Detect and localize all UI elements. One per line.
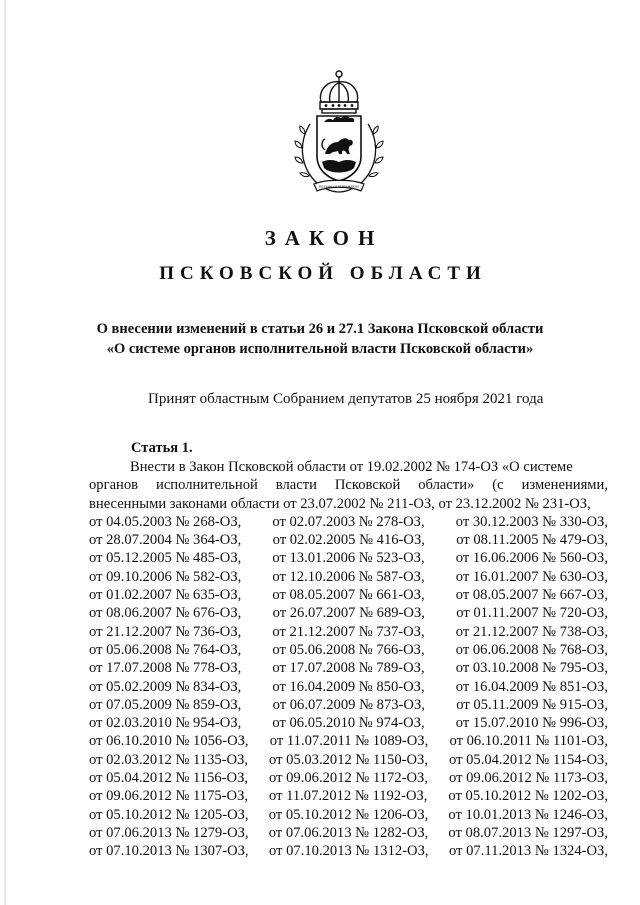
amendment-fragment: от 08.06.2007 № 676-ОЗ,	[89, 605, 242, 622]
amendment-fragment: от 05.04.2012 № 1156-ОЗ,	[89, 770, 249, 787]
law-subject	[0, 319, 640, 359]
amendment-fragment: от 05.10.2012 № 1202-ОЗ,	[448, 788, 608, 805]
amendment-fragment: от 05.10.2012 № 1206-ОЗ,	[268, 806, 429, 823]
amendment-line	[89, 732, 608, 750]
amendment-fragment: от 16.06.2006 № 560-ОЗ,	[455, 550, 608, 567]
amendment-fragment: от 09.06.2012 № 1173-ОЗ,	[448, 770, 608, 787]
amendment-line	[89, 604, 608, 622]
amendment-line	[89, 824, 608, 842]
amendment-fragment: от 01.02.2007 № 635-ОЗ,	[89, 587, 242, 604]
amendment-fragment: от 04.05.2003 № 268-ОЗ,	[89, 513, 242, 530]
amendment-fragment: от 06.10.2011 № 1101-ОЗ,	[449, 733, 608, 750]
intro-fragment: (с	[492, 477, 504, 494]
amendment-fragment: от 05.11.2009 № 915-ОЗ,	[456, 696, 608, 713]
intro-line	[89, 458, 608, 476]
amendment-fragment: от 16.04.2009 № 851-ОЗ,	[455, 678, 608, 695]
amendment-fragment: от 05.03.2012 № 1150-ОЗ,	[268, 751, 429, 768]
amendment-fragment: от 17.07.2008 № 789-ОЗ,	[272, 660, 425, 677]
amendment-line	[89, 696, 608, 714]
document-issuer: ПСКОВСКОЙ ОБЛАСТИ	[159, 263, 487, 284]
amendment-line	[89, 568, 608, 586]
amendment-fragment: от 21.12.2007 № 738-ОЗ,	[455, 623, 608, 640]
amendment-line	[89, 769, 608, 787]
article-body	[89, 458, 608, 861]
emblem-motto: ВОЗДАНО И УТВЕРЖДЕНО	[318, 184, 360, 189]
subject-line-2: «О системе органов исполнительной власти Псковской области»	[106, 341, 534, 357]
intro-fragment: изменениями,	[521, 477, 608, 494]
amendment-line	[89, 751, 608, 769]
amendment-fragment: от 16.04.2009 № 850-ОЗ,	[272, 678, 425, 695]
amendment-fragment: от 02.07.2003 № 278-ОЗ,	[272, 513, 425, 530]
amendment-fragment: от 09.06.2012 № 1172-ОЗ,	[268, 770, 429, 787]
amendment-line	[89, 659, 608, 677]
intro-fragment: Внести в Закон Псковской области от 19.02.2002 № 174-ОЗ «О системе	[130, 459, 573, 475]
amendment-fragment: от 06.06.2008 № 768-ОЗ,	[455, 641, 608, 658]
amendment-fragment: от 09.06.2012 № 1175-ОЗ,	[89, 788, 249, 805]
amendment-fragment: от 07.06.2013 № 1282-ОЗ,	[268, 824, 429, 841]
intro-line	[89, 476, 608, 494]
amendment-line	[89, 678, 608, 696]
amendment-fragment: от 12.10.2006 № 587-ОЗ,	[272, 568, 425, 585]
amendment-fragment: от 05.04.2012 № 1154-ОЗ,	[448, 751, 608, 768]
amendment-fragment: от 11.07.2012 № 1192-ОЗ,	[268, 788, 428, 805]
article-heading: Статья 1.	[131, 440, 193, 456]
amendment-line	[89, 586, 608, 604]
amendment-fragment: от 09.10.2006 № 582-ОЗ,	[89, 568, 242, 585]
amendment-fragment: от 21.12.2007 № 737-ОЗ,	[272, 623, 425, 640]
amendment-fragment: от 26.07.2007 № 689-ОЗ,	[272, 605, 425, 622]
amendment-fragment: от 05.10.2012 № 1205-ОЗ,	[89, 806, 249, 823]
amendment-fragment: от 28.07.2004 № 364-ОЗ,	[89, 532, 242, 549]
intro-fragment: исполнительной	[156, 477, 258, 494]
amendment-fragment: от 02.03.2010 № 954-ОЗ,	[89, 715, 242, 732]
amendment-fragment: от 05.06.2008 № 766-ОЗ,	[272, 641, 425, 658]
amendment-fragment: от 06.10.2010 № 1056-ОЗ,	[89, 733, 249, 750]
amendment-fragment: от 08.11.2005 № 479-ОЗ,	[456, 532, 608, 549]
amendment-line	[89, 641, 608, 659]
amendment-line	[89, 513, 608, 531]
amendment-fragment: от 05.06.2008 № 764-ОЗ,	[89, 641, 242, 658]
amendment-line	[89, 714, 608, 732]
intro-fragment: органов	[89, 477, 139, 494]
amendment-fragment: от 03.10.2008 № 795-ОЗ,	[455, 660, 608, 677]
amendment-fragment: от 08.05.2007 № 661-ОЗ,	[272, 587, 425, 604]
amendment-line	[89, 623, 608, 641]
amendment-fragment: от 15.07.2010 № 996-ОЗ,	[455, 715, 608, 732]
intro-fragment: области»	[418, 477, 475, 494]
pskov-coat-of-arms-icon	[288, 68, 390, 198]
intro-fragment: внесенными законами области от 23.07.2002 № 211-ОЗ, от 23.12.2002 № 231-ОЗ,	[89, 495, 591, 512]
amendment-fragment: от 17.07.2008 № 778-ОЗ,	[89, 660, 242, 677]
intro-fragment: власти	[275, 477, 317, 494]
intro-line	[89, 495, 608, 513]
amendment-fragment: от 01.11.2007 № 720-ОЗ,	[456, 605, 608, 622]
amendment-line	[89, 787, 608, 805]
document-title: ЗАКОН	[264, 226, 384, 250]
amendment-line	[89, 531, 608, 549]
subject-line-1: О внесении изменений в статьи 26 и 27.1 Закона Псковской области	[96, 321, 544, 337]
amendment-line	[89, 806, 608, 824]
amendment-fragment: от 07.06.2013 № 1279-ОЗ,	[89, 824, 249, 841]
amendment-fragment: от 08.07.2013 № 1297-ОЗ,	[448, 824, 608, 841]
amendment-fragment: от 02.03.2012 № 1135-ОЗ,	[89, 751, 249, 768]
amendment-fragment: от 06.05.2010 № 974-ОЗ,	[272, 715, 425, 732]
amendment-fragment: от 02.02.2005 № 416-ОЗ,	[272, 532, 425, 549]
intro-fragment: Псковской	[334, 477, 401, 494]
amendment-fragment: от 05.12.2005 № 485-ОЗ,	[89, 550, 242, 567]
amendment-fragment: от 06.07.2009 № 873-ОЗ,	[272, 696, 425, 713]
scan-edge	[4, 0, 6, 905]
amendment-fragment: от 13.01.2006 № 523-ОЗ,	[272, 550, 425, 567]
amendment-fragment: от 07.05.2009 № 859-ОЗ,	[89, 696, 242, 713]
amendment-line	[89, 549, 608, 567]
amendment-fragment: от 07.11.2013 № 1324-ОЗ,	[448, 843, 608, 860]
amendment-fragment: от 11.07.2011 № 1089-ОЗ,	[269, 733, 429, 750]
amendment-fragment: от 30.12.2003 № 330-ОЗ,	[455, 513, 608, 530]
amendment-line	[89, 842, 608, 860]
amendment-fragment: от 16.01.2007 № 630-ОЗ,	[455, 568, 608, 585]
amendment-fragment: от 07.10.2013 № 1307-ОЗ,	[89, 843, 249, 860]
amendment-fragment: от 07.10.2013 № 1312-ОЗ,	[268, 843, 429, 860]
amendment-fragment: от 21.12.2007 № 736-ОЗ,	[89, 623, 242, 640]
amendment-fragment: от 05.02.2009 № 834-ОЗ,	[89, 678, 242, 695]
adoption-statement: Принят областным Собранием депутатов 25 ноября 2021 года	[148, 391, 544, 407]
amendment-fragment: от 10.01.2013 № 1246-ОЗ,	[448, 806, 608, 823]
amendment-fragment: от 08.05.2007 № 667-ОЗ,	[455, 587, 608, 604]
